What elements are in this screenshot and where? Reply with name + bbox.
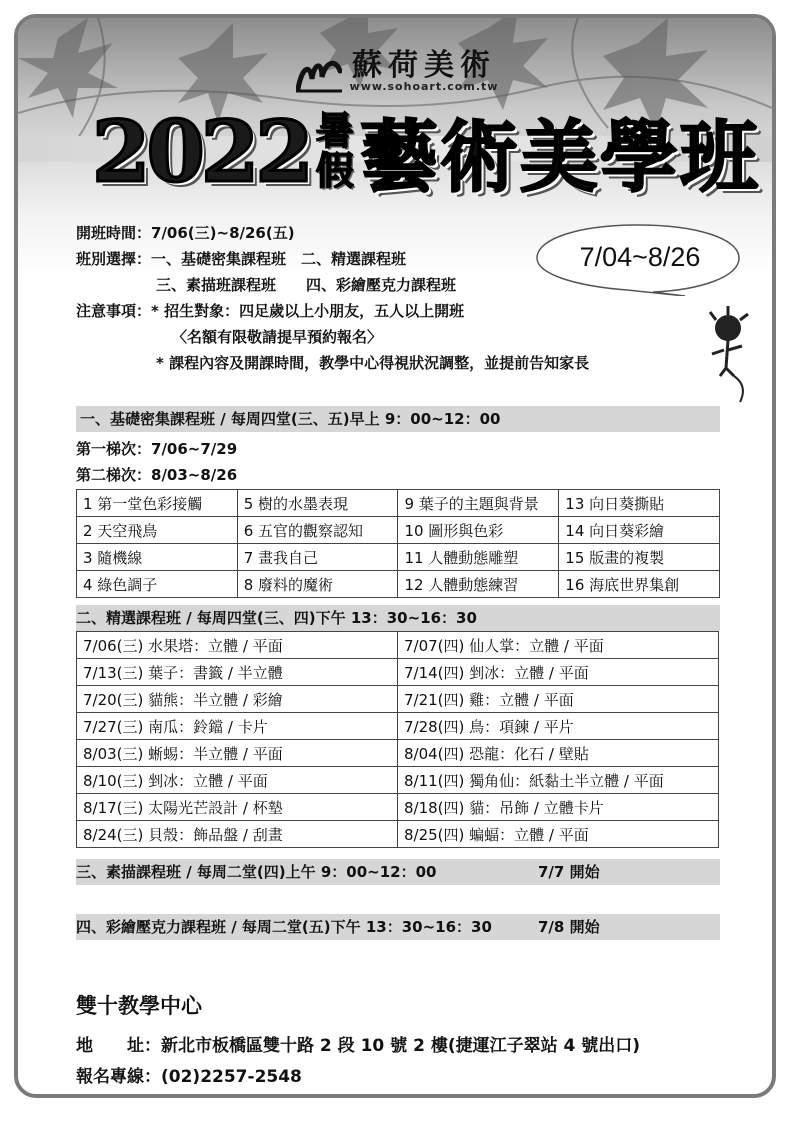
title-main: 藝術美學班 [359, 112, 760, 203]
table-cell: 7/28(四) 鳥：項鍊 / 平片 [398, 713, 719, 740]
table-cell: 12 人體動態練習 [398, 571, 559, 598]
section2-heading: 二、精選課程班 / 每周四堂(三、四)下午 13：30~16：30 [76, 605, 720, 631]
table-cell: 5 樹的水墨表現 [237, 490, 398, 517]
center-address: 地 址：新北市板橋區雙十路 2 段 10 號 2 樓(捷運江子翠站 4 號出口) [76, 1036, 641, 1056]
info-notes-3: * 課程內容及開課時間，教學中心得視狀況調整，並提前告知家長 [156, 354, 590, 372]
logo [0, 40, 794, 97]
bubble-text: 7/04~8/26 [579, 242, 701, 272]
table-row [77, 821, 719, 848]
logo-name: 蘇荷美術 [351, 48, 496, 83]
table-row [77, 571, 720, 598]
table-row [77, 544, 720, 571]
table-cell: 7/14(四) 剉冰：立體 / 平面 [398, 659, 719, 686]
table-cell: 14 向日葵彩繪 [559, 517, 720, 544]
section3-start: 7/7 開始 [538, 863, 600, 881]
info-block [76, 220, 589, 376]
table-cell: 2 天空飛鳥 [77, 517, 238, 544]
table-cell: 8/25(四) 蝙蝠：立體 / 平面 [398, 821, 719, 848]
logo-brush-icon [296, 57, 342, 93]
table-cell: 4 綠色調子 [77, 571, 238, 598]
table-row [77, 713, 719, 740]
table-cell: 9 葉子的主題與背景 [398, 490, 559, 517]
title-small-1: 暑 [315, 108, 354, 153]
table-row [77, 659, 719, 686]
info-class-select-1: 班別選擇：一、基礎密集課程班 二、精選課程班 [76, 250, 407, 268]
table-row [77, 794, 719, 821]
info-class-select-2: 三、素描班課程班 四、彩繪壓克力課程班 [156, 276, 457, 294]
table-cell: 8/17(三) 太陽光芒設計 / 杯墊 [77, 794, 398, 821]
section3-heading: 三、素描課程班 / 每周二堂(四)上午 9：00~12：00 7/7 開始 [76, 859, 720, 885]
table-cell: 8/03(三) 蜥蜴：半立體 / 平面 [77, 740, 398, 767]
table-row [77, 490, 720, 517]
table-cell: 7/27(三) 南瓜：鈴鐺 / 卡片 [77, 713, 398, 740]
table-cell: 13 向日葵撕貼 [559, 490, 720, 517]
table-cell: 8/24(三) 貝殼：飾品盤 / 刮畫 [77, 821, 398, 848]
basic-course-table [76, 489, 720, 598]
title-small-2: 假 [315, 148, 354, 193]
table-cell: 7/21(四) 雞：立體 / 平面 [398, 686, 719, 713]
section4-start: 7/8 開始 [538, 918, 600, 936]
table-cell: 7/13(三) 葉子：書籤 / 半立體 [77, 659, 398, 686]
center-name: 雙十教學中心 [76, 994, 202, 1018]
table-cell: 10 圖形與色彩 [398, 517, 559, 544]
title-year: 2022 [92, 101, 310, 201]
table-cell: 15 版畫的複製 [559, 544, 720, 571]
table-cell: 7/06(三) 水果塔：立體 / 平面 [77, 632, 398, 659]
table-cell: 8 廢料的魔術 [237, 571, 398, 598]
table-cell: 8/18(四) 貓：吊飾 / 立體卡片 [398, 794, 719, 821]
selected-course-table [76, 631, 719, 848]
table-cell: 8/11(四) 獨角仙：紙黏土半立體 / 平面 [398, 767, 719, 794]
character-illustration [706, 306, 756, 406]
table-row [77, 632, 719, 659]
table-cell: 16 海底世界集創 [559, 571, 720, 598]
table-cell: 8/10(三) 剉冰：立體 / 平面 [77, 767, 398, 794]
section1-batch2: 第二梯次：8/03~8/26 [76, 466, 238, 484]
title-small [315, 108, 354, 193]
table-cell: 7/20(三) 貓熊：半立體 / 彩繪 [77, 686, 398, 713]
table-cell: 11 人體動態雕塑 [398, 544, 559, 571]
info-notes-2: 〈名額有限敬請提早預約報名〉 [172, 328, 383, 346]
table-cell: 3 隨機線 [77, 544, 238, 571]
table-cell: 7/07(四) 仙人掌：立體 / 平面 [398, 632, 719, 659]
info-period: 開班時間：7/06(三)~8/26(五) [76, 224, 295, 242]
section1-batch1: 第一梯次：7/06~7/29 [76, 440, 238, 458]
table-cell: 6 五官的觀察認知 [237, 517, 398, 544]
logo-url: www.sohoart.com.tw [349, 80, 499, 93]
table-row [77, 767, 719, 794]
table-row [77, 517, 720, 544]
table-row [77, 740, 719, 767]
table-cell: 7 畫我自己 [237, 544, 398, 571]
table-row [77, 686, 719, 713]
table-cell: 1 第一堂色彩接觸 [77, 490, 238, 517]
center-phone: 報名專線：(02)2257-2548 [76, 1067, 302, 1087]
info-notes-1: 注意事項：* 招生對象：四足歲以上小朋友，五人以上開班 [76, 302, 465, 320]
table-cell: 8/04(四) 恐龍：化石 / 壁貼 [398, 740, 719, 767]
section1-heading: 一、基礎密集課程班 / 每周四堂(三、五)早上 9：00~12：00 [76, 406, 720, 432]
section4-heading: 四、彩繪壓克力課程班 / 每周二堂(五)下午 13：30~16：30 7/8 開始 [76, 914, 720, 940]
page-title [92, 96, 760, 206]
